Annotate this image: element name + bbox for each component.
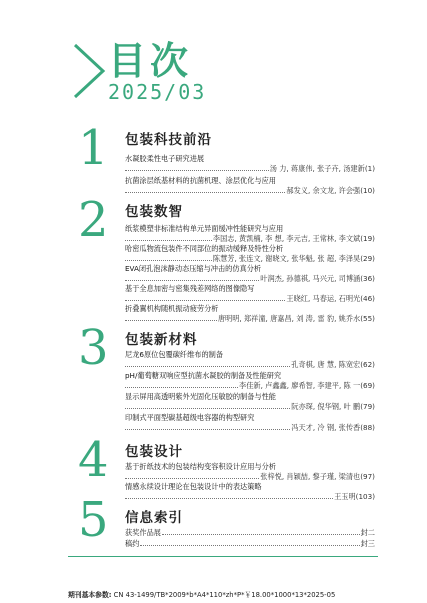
entry-authors: 叶润杰, 孙德祺, 马兴元, 司博涵 <box>260 274 361 283</box>
entry-authors: 王晓红, 马春运, 石明光 <box>286 294 361 303</box>
divider <box>68 556 378 557</box>
section-title: 包装设计 <box>125 444 183 460</box>
entry-title: 印制式平面型碳基超级电容器的构型研究 <box>125 413 255 422</box>
entry-title: 尼龙6原位包覆碳纤维布的制备 <box>125 350 224 359</box>
toc-entry[interactable] <box>125 482 375 502</box>
entry-page: (103) <box>355 492 375 501</box>
entry-authors: 孔奇棋, 唐 慧, 陈宽宏 <box>291 360 361 369</box>
entry-page: (97) <box>360 472 375 481</box>
leader-dots <box>125 314 217 321</box>
toc-entry[interactable] <box>125 392 375 412</box>
toc-entry[interactable] <box>125 264 375 284</box>
entry-title: 稿约 <box>125 539 140 548</box>
footer-text: CN 43-1499/TB*2009*b*A4*110*zh*P*￥18.00*1000*13*2025-05 <box>113 591 336 599</box>
entry-title: 基于全息加密与密集残差网络的图像隐写 <box>125 284 255 293</box>
toc-entry[interactable] <box>125 371 375 391</box>
entry-page: (46) <box>360 294 375 303</box>
entry-title: 获奖作品展 <box>125 528 161 537</box>
entry-title: 折叠翼机构随机振动疲劳分析 <box>125 304 219 313</box>
entry-title: 抗菌涂层纸基材料的抗菌机理、涂层优化与应用 <box>125 176 276 185</box>
entry-title: 情感永续设计理论在包装设计中的表达策略 <box>125 482 262 491</box>
section-number: 3 <box>78 320 109 376</box>
section-number: 2 <box>78 192 109 248</box>
journal-parameters <box>68 589 335 599</box>
toc-entry[interactable] <box>125 350 375 370</box>
entry-page: (62) <box>360 360 375 369</box>
section-title: 包装数智 <box>125 204 183 220</box>
entry-page: (88) <box>360 423 375 432</box>
leader-dots <box>125 274 259 281</box>
entry-page: 封二 <box>360 528 375 537</box>
leader-dots <box>125 423 290 430</box>
entry-title: 显示屏用高透明紫外光固化压敏胶的制备与性能 <box>125 392 276 401</box>
leader-dots <box>125 472 259 479</box>
entry-title: 哈密瓜物流包装件不同部位的振动缓释及特性分析 <box>125 244 284 253</box>
entry-authors: 李佳新, 卢鑫鑫, 廖希智, 李建平, 陈 一 <box>239 381 361 390</box>
toc-entry[interactable] <box>125 244 375 264</box>
leader-dots <box>125 254 212 261</box>
toc-entry[interactable] <box>125 304 375 324</box>
entry-title: 基于折纸技术的包装结构变容积设计应用与分析 <box>125 462 276 471</box>
leader-dots <box>125 294 285 301</box>
toc-entry[interactable] <box>125 528 375 538</box>
entry-page: (36) <box>360 274 375 283</box>
leader-dots <box>125 164 269 171</box>
leader-dots <box>125 492 333 499</box>
entry-page: (19) <box>360 234 375 243</box>
toc-entry[interactable] <box>125 154 375 174</box>
leader-dots <box>140 539 359 546</box>
footer-label: 期刊基本参数: <box>68 591 112 599</box>
leader-dots <box>125 381 238 388</box>
entry-authors: 冯天才, 冷 钢, 张传香 <box>291 423 361 432</box>
toc-entry[interactable] <box>125 413 375 433</box>
leader-dots <box>125 402 290 409</box>
entry-title: 纸浆模塑非标准结构单元异面缓冲性能研究与应用 <box>125 224 284 233</box>
page-title: 目次 <box>108 39 193 83</box>
entry-authors: 郝发义, 余文龙, 许会强 <box>286 186 361 195</box>
toc-entry[interactable] <box>125 224 375 244</box>
entry-page: (10) <box>360 186 375 195</box>
section-title: 包装科技前沿 <box>125 132 212 148</box>
entry-authors: 李国志, 黄凯楠, 李 想, 李元吉, 王常林, 李文斌 <box>212 234 361 243</box>
entry-title: EVA闭孔泡沫静动态压缩与冲击的仿真分析 <box>125 264 262 273</box>
leader-dots <box>125 186 285 193</box>
toc-entry[interactable] <box>125 176 375 196</box>
entry-authors: 陈慧芳, 张连文, 谢晓文, 张华魁, 张 超, 李泽昊 <box>212 254 361 263</box>
chevron-right-icon <box>72 42 106 100</box>
toc-entry[interactable] <box>125 462 375 482</box>
entry-authors: 阮亦琛, 倪华钢, 叶 鹏 <box>291 402 361 411</box>
issue-number: 2025/03 <box>108 80 207 104</box>
entry-title: 水凝胶柔性电子研究进展 <box>125 154 205 163</box>
toc-entry[interactable] <box>125 539 375 549</box>
entry-authors: 汤 力, 蒋康伟, 张子卉, 汤建新 <box>269 164 365 173</box>
leader-dots <box>162 528 360 535</box>
section-number: 4 <box>78 432 109 488</box>
entry-page: (69) <box>360 381 375 390</box>
section-title: 包装新材料 <box>125 332 198 348</box>
entry-authors: 唐明明, 郑祥潼, 唐嘉昌, 刘 涛, 雷 豹, 姚乔水 <box>217 314 361 323</box>
entry-page: (29) <box>360 254 375 263</box>
section-title: 信息索引 <box>125 510 183 526</box>
entry-page: 封三 <box>360 539 375 548</box>
section-number: 1 <box>78 120 109 176</box>
leader-dots <box>125 234 212 241</box>
entry-authors: 王玉明 <box>334 492 356 501</box>
entry-page: (1) <box>364 164 375 173</box>
section-number: 5 <box>78 492 109 548</box>
entry-page: (55) <box>360 314 375 323</box>
toc-entry[interactable] <box>125 284 375 304</box>
entry-authors: 张梓悦, 肖颖喆, 黎子瑾, 梁清也 <box>260 472 361 481</box>
entry-page: (79) <box>360 402 375 411</box>
entry-title: pH/葡萄糖双响应型抗菌水凝胶的制备及性能研究 <box>125 371 282 380</box>
leader-dots <box>125 360 290 367</box>
